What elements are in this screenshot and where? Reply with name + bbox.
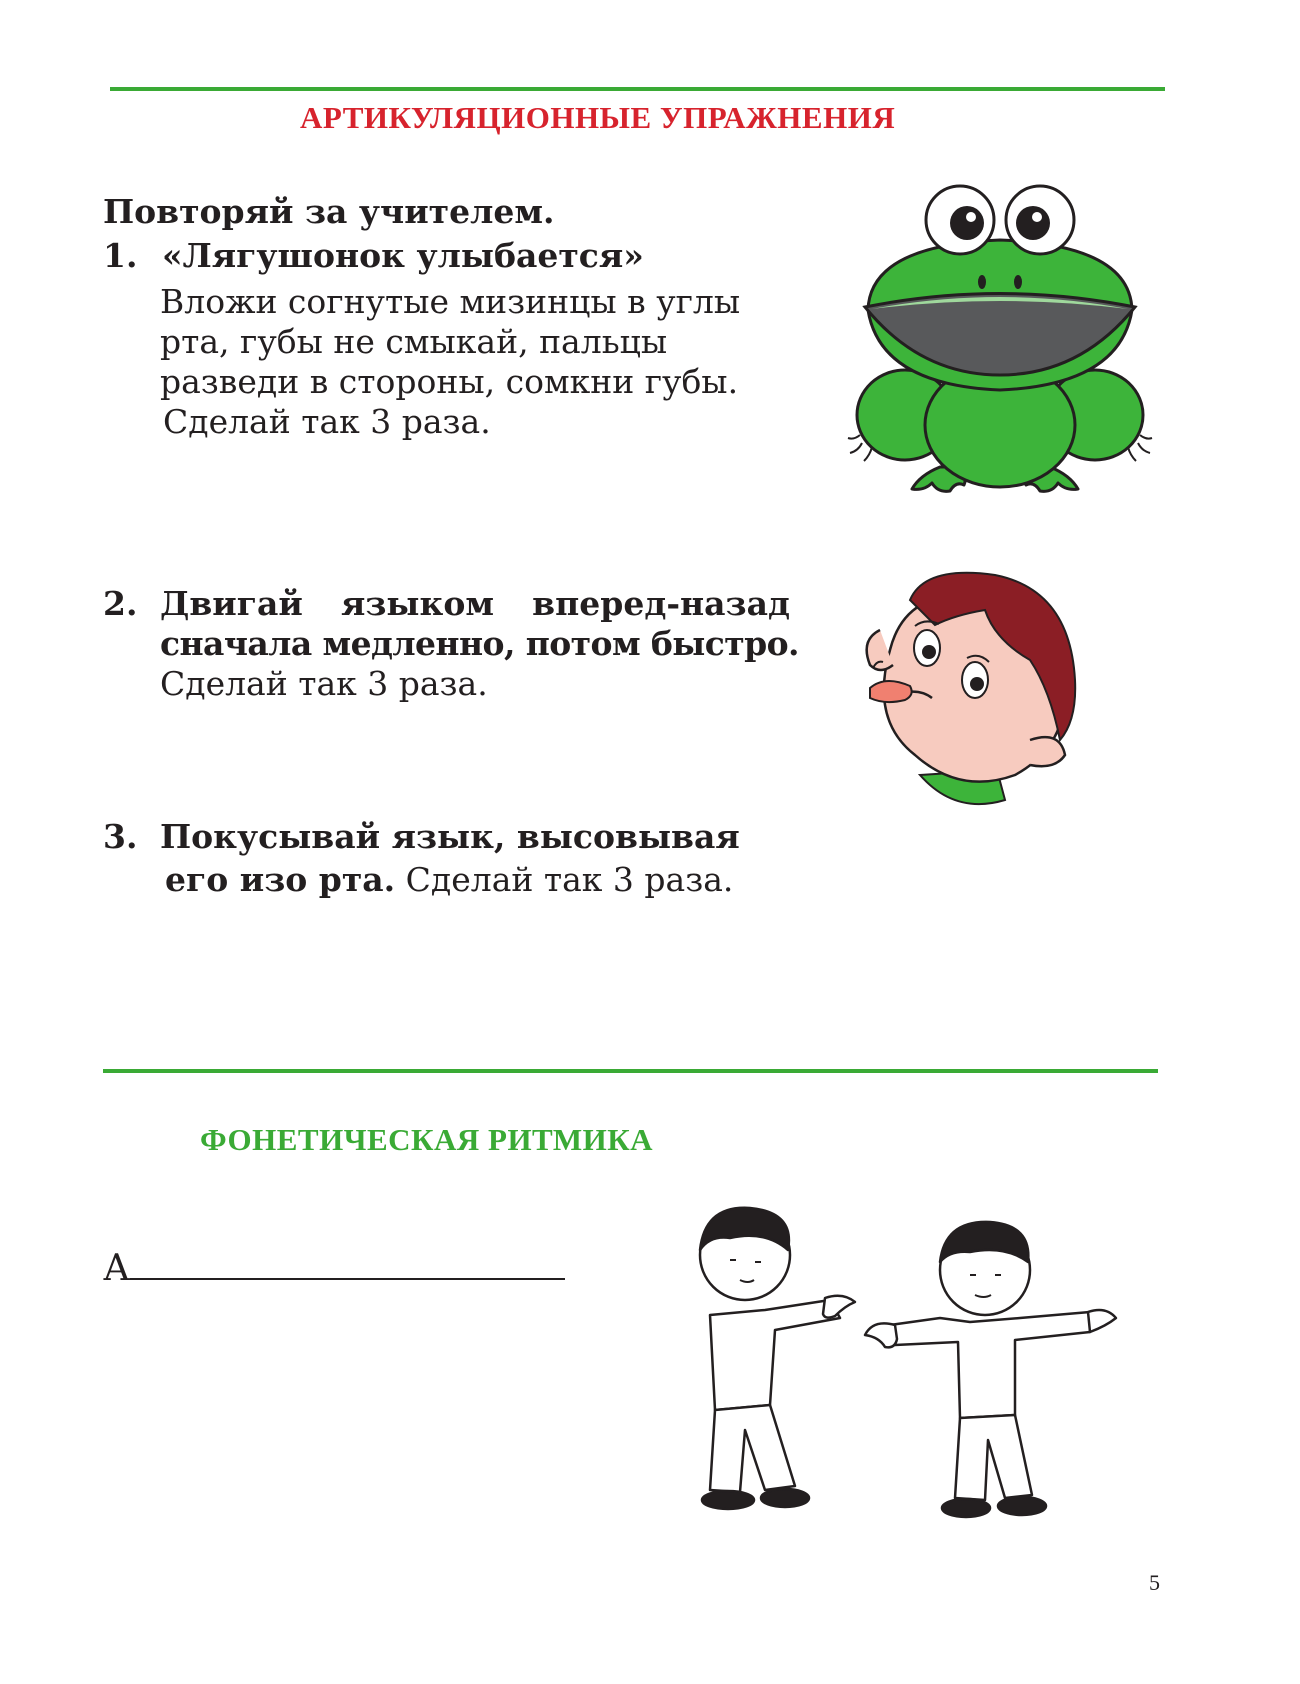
bottom-divider: [103, 1069, 1158, 1073]
section-title-phonetic-rhythm: ФОНЕТИЧЕСКАЯ РИТМИКА: [200, 1122, 654, 1157]
exercise-2-repeat: Сделай так 3 раза.: [160, 664, 488, 703]
exercise-1-line-4: Сделай так 3 раза.: [163, 402, 491, 441]
exercise-1-title: «Лягушонок улыбается»: [162, 236, 644, 275]
top-divider: [110, 87, 1165, 91]
frog-illustration: [850, 185, 1150, 515]
exercise-2-line-1: Двигай языком вперед-назад: [160, 584, 790, 623]
section-title-articulation: АРТИКУЛЯЦИОННЫЕ УПРАЖНЕНИЯ: [300, 100, 896, 135]
exercise-1-line-2: рта, губы не смыкай, пальцы: [160, 322, 668, 361]
exercise-1-number: 1.: [103, 236, 138, 275]
exercise-2-number: 2.: [103, 584, 138, 623]
exercise-1-line-3: разведи в стороны, сомкни губы.: [160, 362, 739, 401]
letter-a: А: [103, 1248, 131, 1289]
boys-illustration: [670, 1200, 1130, 1510]
letter-writing-line: [103, 1248, 565, 1289]
intro-text: Повторяй за учителем.: [103, 192, 555, 231]
exercise-3-repeat: Сделай так 3 раза.: [395, 860, 734, 899]
writing-blank: [130, 1248, 565, 1280]
exercise-3-number: 3.: [103, 817, 138, 856]
exercise-2-line-2: сначала медленно, потом быстро.: [160, 624, 799, 663]
boy-tongue-illustration: [865, 570, 1095, 820]
page-number: 5: [1149, 1570, 1160, 1595]
exercise-3-line-2: [165, 858, 733, 902]
exercise-1-line-1: Вложи согнутые мизинцы в углы: [160, 282, 741, 321]
exercise-3-bold-part: его изо рта.: [165, 860, 396, 899]
exercise-3-line-1: Покусывай язык, высовывая: [160, 817, 740, 856]
